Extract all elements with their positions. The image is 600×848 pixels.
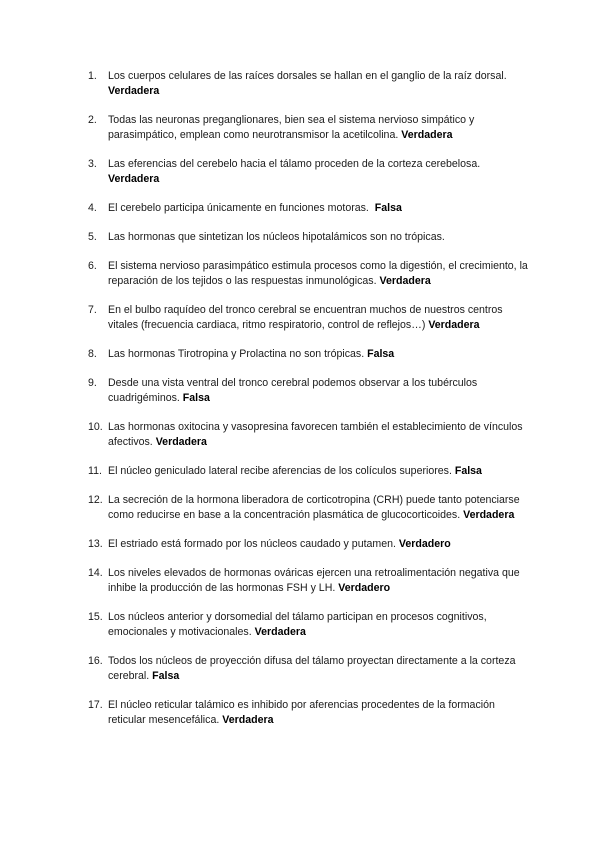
question-answer: Verdadera bbox=[428, 319, 480, 331]
question-text: Todas las neuronas preganglionares, bien sea el sistema nervioso simpático y parasimpático, emplean como neurotransmisor la acetilcolina. bbox=[108, 114, 475, 141]
question-text: En el bulbo raquídeo del tronco cerebral se encuentran muchos de nuestros centros vitales (frecuencia cardiaca, ritmo respiratorio, control de reflejos…) bbox=[108, 304, 503, 331]
question-item bbox=[88, 230, 528, 245]
question-answer: Falsa bbox=[454, 465, 482, 477]
question-text: Las hormonas que sintetizan los núcleos hipotalámicos son no trópicas. bbox=[108, 231, 445, 243]
question-number: 13. bbox=[88, 538, 103, 550]
question-item bbox=[88, 201, 528, 216]
question-number: 16. bbox=[88, 655, 103, 667]
question-item bbox=[88, 698, 528, 728]
question-item bbox=[88, 420, 528, 450]
question-number: 15. bbox=[88, 611, 103, 623]
question-number: 1. bbox=[88, 70, 97, 82]
question-text: Los niveles elevados de hormonas ováricas ejercen una retroalimentación negativa que inhibe la producción de las hormonas FSH y LH. bbox=[108, 567, 520, 594]
question-answer: Verdadera bbox=[108, 173, 160, 185]
question-answer: Verdadera bbox=[254, 626, 306, 638]
question-text: Las eferencias del cerebelo hacia el tálamo proceden de la corteza cerebelosa. bbox=[108, 158, 481, 170]
question-answer: Verdadero bbox=[338, 582, 391, 594]
question-item bbox=[88, 566, 528, 596]
question-text: La secreción de la hormona liberadora de corticotropina (CRH) puede tanto potenciarse como reducirse en base a la concentración plasmática de glucocorticoides. bbox=[108, 494, 520, 521]
question-list bbox=[88, 69, 528, 742]
question-text: Los cuerpos celulares de las raíces dorsales se hallan en el ganglio de la raíz dorsal. bbox=[108, 70, 507, 82]
question-text: El estriado está formado por los núcleos caudado y putamen. bbox=[108, 538, 396, 550]
question-number: 14. bbox=[88, 567, 103, 579]
question-number: 11. bbox=[88, 465, 102, 477]
question-text: El núcleo geniculado lateral recibe aferencias de los colículos superiores. bbox=[108, 465, 452, 477]
question-number: 7. bbox=[88, 304, 97, 316]
question-text: Desde una vista ventral del tronco cerebral podemos observar a los tubérculos cuadrigéminos. bbox=[108, 377, 478, 404]
question-answer: Verdadera bbox=[155, 436, 207, 448]
question-text: El núcleo reticular talámico es inhibido por aferencias procedentes de la formación reticular mesencefálica. bbox=[108, 699, 495, 726]
question-answer: Verdadera bbox=[108, 85, 160, 97]
question-item bbox=[88, 259, 528, 289]
question-answer: Falsa bbox=[367, 348, 395, 360]
question-text: Las hormonas oxitocina y vasopresina favorecen también el establecimiento de vínculos afectivos. bbox=[108, 421, 523, 448]
question-answer: Verdadera bbox=[401, 129, 453, 141]
question-item bbox=[88, 537, 528, 552]
question-text: Los núcleos anterior y dorsomedial del tálamo participan en procesos cognitivos, emocionales y motivacionales. bbox=[108, 611, 487, 638]
question-answer: Verdadera bbox=[379, 275, 431, 287]
question-text: El cerebelo participa únicamente en funciones motoras. bbox=[108, 202, 369, 214]
question-number: 2. bbox=[88, 114, 97, 126]
question-number: 8. bbox=[88, 348, 97, 360]
question-item bbox=[88, 493, 528, 523]
question-item bbox=[88, 464, 528, 479]
question-answer: Falsa bbox=[152, 670, 180, 682]
question-item bbox=[88, 376, 528, 406]
question-number: 9. bbox=[88, 377, 97, 389]
question-item bbox=[88, 303, 528, 333]
question-item bbox=[88, 347, 528, 362]
question-text: El sistema nervioso parasimpático estimula procesos como la digestión, el crecimiento, la reparación de los tejidos o las respuestas inmunológicas. bbox=[108, 260, 528, 287]
question-number: 4. bbox=[88, 202, 97, 214]
question-item bbox=[88, 69, 528, 99]
question-number: 5. bbox=[88, 231, 97, 243]
question-item bbox=[88, 113, 528, 143]
question-answer: Verdadero bbox=[398, 538, 451, 550]
question-text: Las hormonas Tirotropina y Prolactina no son trópicas. bbox=[108, 348, 365, 360]
question-number: 6. bbox=[88, 260, 97, 272]
question-number: 10. bbox=[88, 421, 103, 433]
question-answer: Verdadera bbox=[463, 509, 515, 521]
question-answer: Falsa bbox=[374, 202, 402, 214]
question-text: Todos los núcleos de proyección difusa del tálamo proyectan directamente a la corteza cerebral. bbox=[108, 655, 516, 682]
question-answer: Falsa bbox=[182, 392, 210, 404]
question-number: 17. bbox=[88, 699, 103, 711]
question-answer: Verdadera bbox=[222, 714, 274, 726]
question-item bbox=[88, 610, 528, 640]
question-number: 12. bbox=[88, 494, 103, 506]
question-item bbox=[88, 654, 528, 684]
question-item bbox=[88, 157, 528, 187]
question-number: 3. bbox=[88, 158, 97, 170]
